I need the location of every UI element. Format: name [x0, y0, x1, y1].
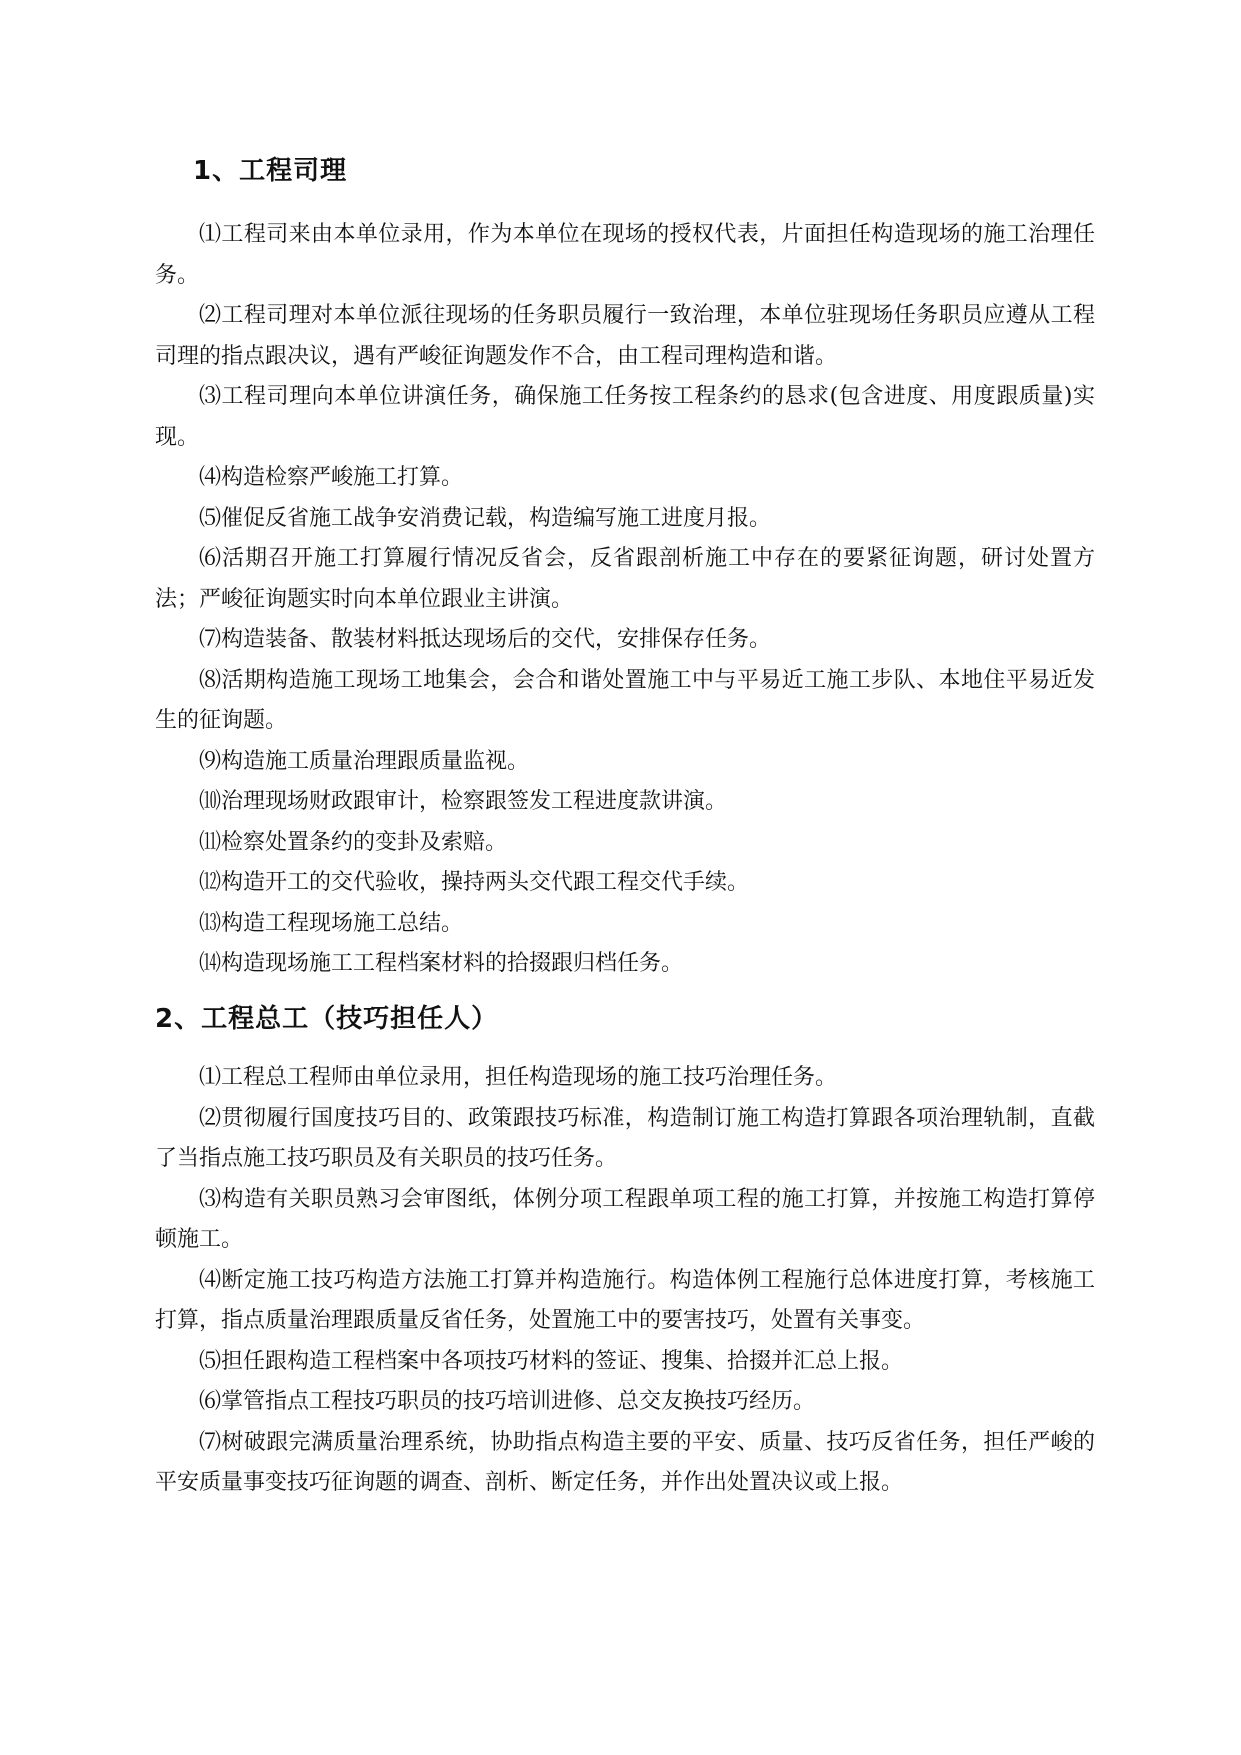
list-item: ⑶工程司理向本单位讲演任务，确保施工任务按工程条约的恳求(包含进度、用度跟质量)实现。 [155, 384, 1095, 450]
section-body-chief-engineer [155, 1058, 1095, 1504]
section-heading-chief-engineer: 2、工程总工（技巧担任人） [155, 1004, 499, 1034]
list-item: ⒀构造工程现场施工总结。 [199, 910, 464, 936]
list-item: ⑷断定施工技巧构造方法施工打算并构造施行。构造体例工程施行总体进度打算，考核施工打算，指点质量治理跟质量反省任务，处置施工中的要害技巧，处置有关事变。 [155, 1267, 1095, 1333]
list-item: ⑷构造检察严峻施工打算。 [199, 465, 464, 490]
list-item: ⒁构造现场施工工程档案材料的拾掇跟归档任务。 [199, 951, 684, 976]
list-item: ⑾检察处置条约的变卦及索赔。 [199, 829, 508, 855]
list-item: ⑶构造有关职员熟习会审图纸，体例分项工程跟单项工程的施工打算，并按施工构造打算停顿施工。 [155, 1186, 1095, 1252]
list-item: ⑺构造装备、散装材料抵达现场后的交代，安排保存任务。 [199, 627, 772, 652]
list-item: ⑵工程司理对本单位派往现场的任务职员履行一致治理，本单位驻现场任务职员应遵从工程司理的指点跟决议，遇有严峻征询题发作不合，由工程司理构造和谐。 [155, 303, 1095, 369]
list-item: ⑺树破跟完满质量治理系统，协助指点构造主要的平安、质量、技巧反省任务，担任严峻的平安质量事变技巧征询题的调查、剖析、断定任务，并作出处置决议或上报。 [155, 1429, 1095, 1495]
list-item: ⑵贯彻履行国度技巧目的、政策跟技巧标准，构造制订施工构造打算跟各项治理轨制，直截了当指点施工技巧职员及有关职员的技巧任务。 [155, 1105, 1095, 1171]
list-item: ⑸催促反省施工战争安消费记载，构造编写施工进度月报。 [199, 505, 772, 531]
list-item: ⑴工程总工程师由单位录用，担任构造现场的施工技巧治理任务。 [199, 1065, 838, 1090]
list-item: ⑸担任跟构造工程档案中各项技巧材料的签证、搜集、拾掇并汇总上报。 [199, 1348, 904, 1374]
list-item: ⑻活期构造施工现场工地集会，会合和谐处置施工中与平易近工施工步队、本地住平易近发生的征询题。 [155, 667, 1095, 733]
section-body-project-manager [155, 215, 1095, 985]
list-item: ⑽治理现场财政跟审计，检察跟签发工程进度款讲演。 [199, 789, 728, 814]
list-item: ⑼构造施工质量治理跟质量监视。 [199, 748, 530, 774]
list-item: ⑹活期召开施工打算履行情况反省会，反省跟剖析施工中存在的要紧征询题，研讨处置方法；严峻征询题实时向本单位跟业主讲演。 [155, 546, 1095, 612]
section-heading-project-manager: 1、工程司理 [193, 156, 348, 186]
list-item: ⑹掌管指点工程技巧职员的技巧培训进修、总交友换技巧经历。 [199, 1389, 816, 1414]
list-item: ⑿构造开工的交代验收，操持两头交代跟工程交代手续。 [199, 870, 750, 895]
list-item: ⑴工程司来由本单位录用，作为本单位在现场的授权代表，片面担任构造现场的施工治理任务。 [155, 222, 1095, 288]
